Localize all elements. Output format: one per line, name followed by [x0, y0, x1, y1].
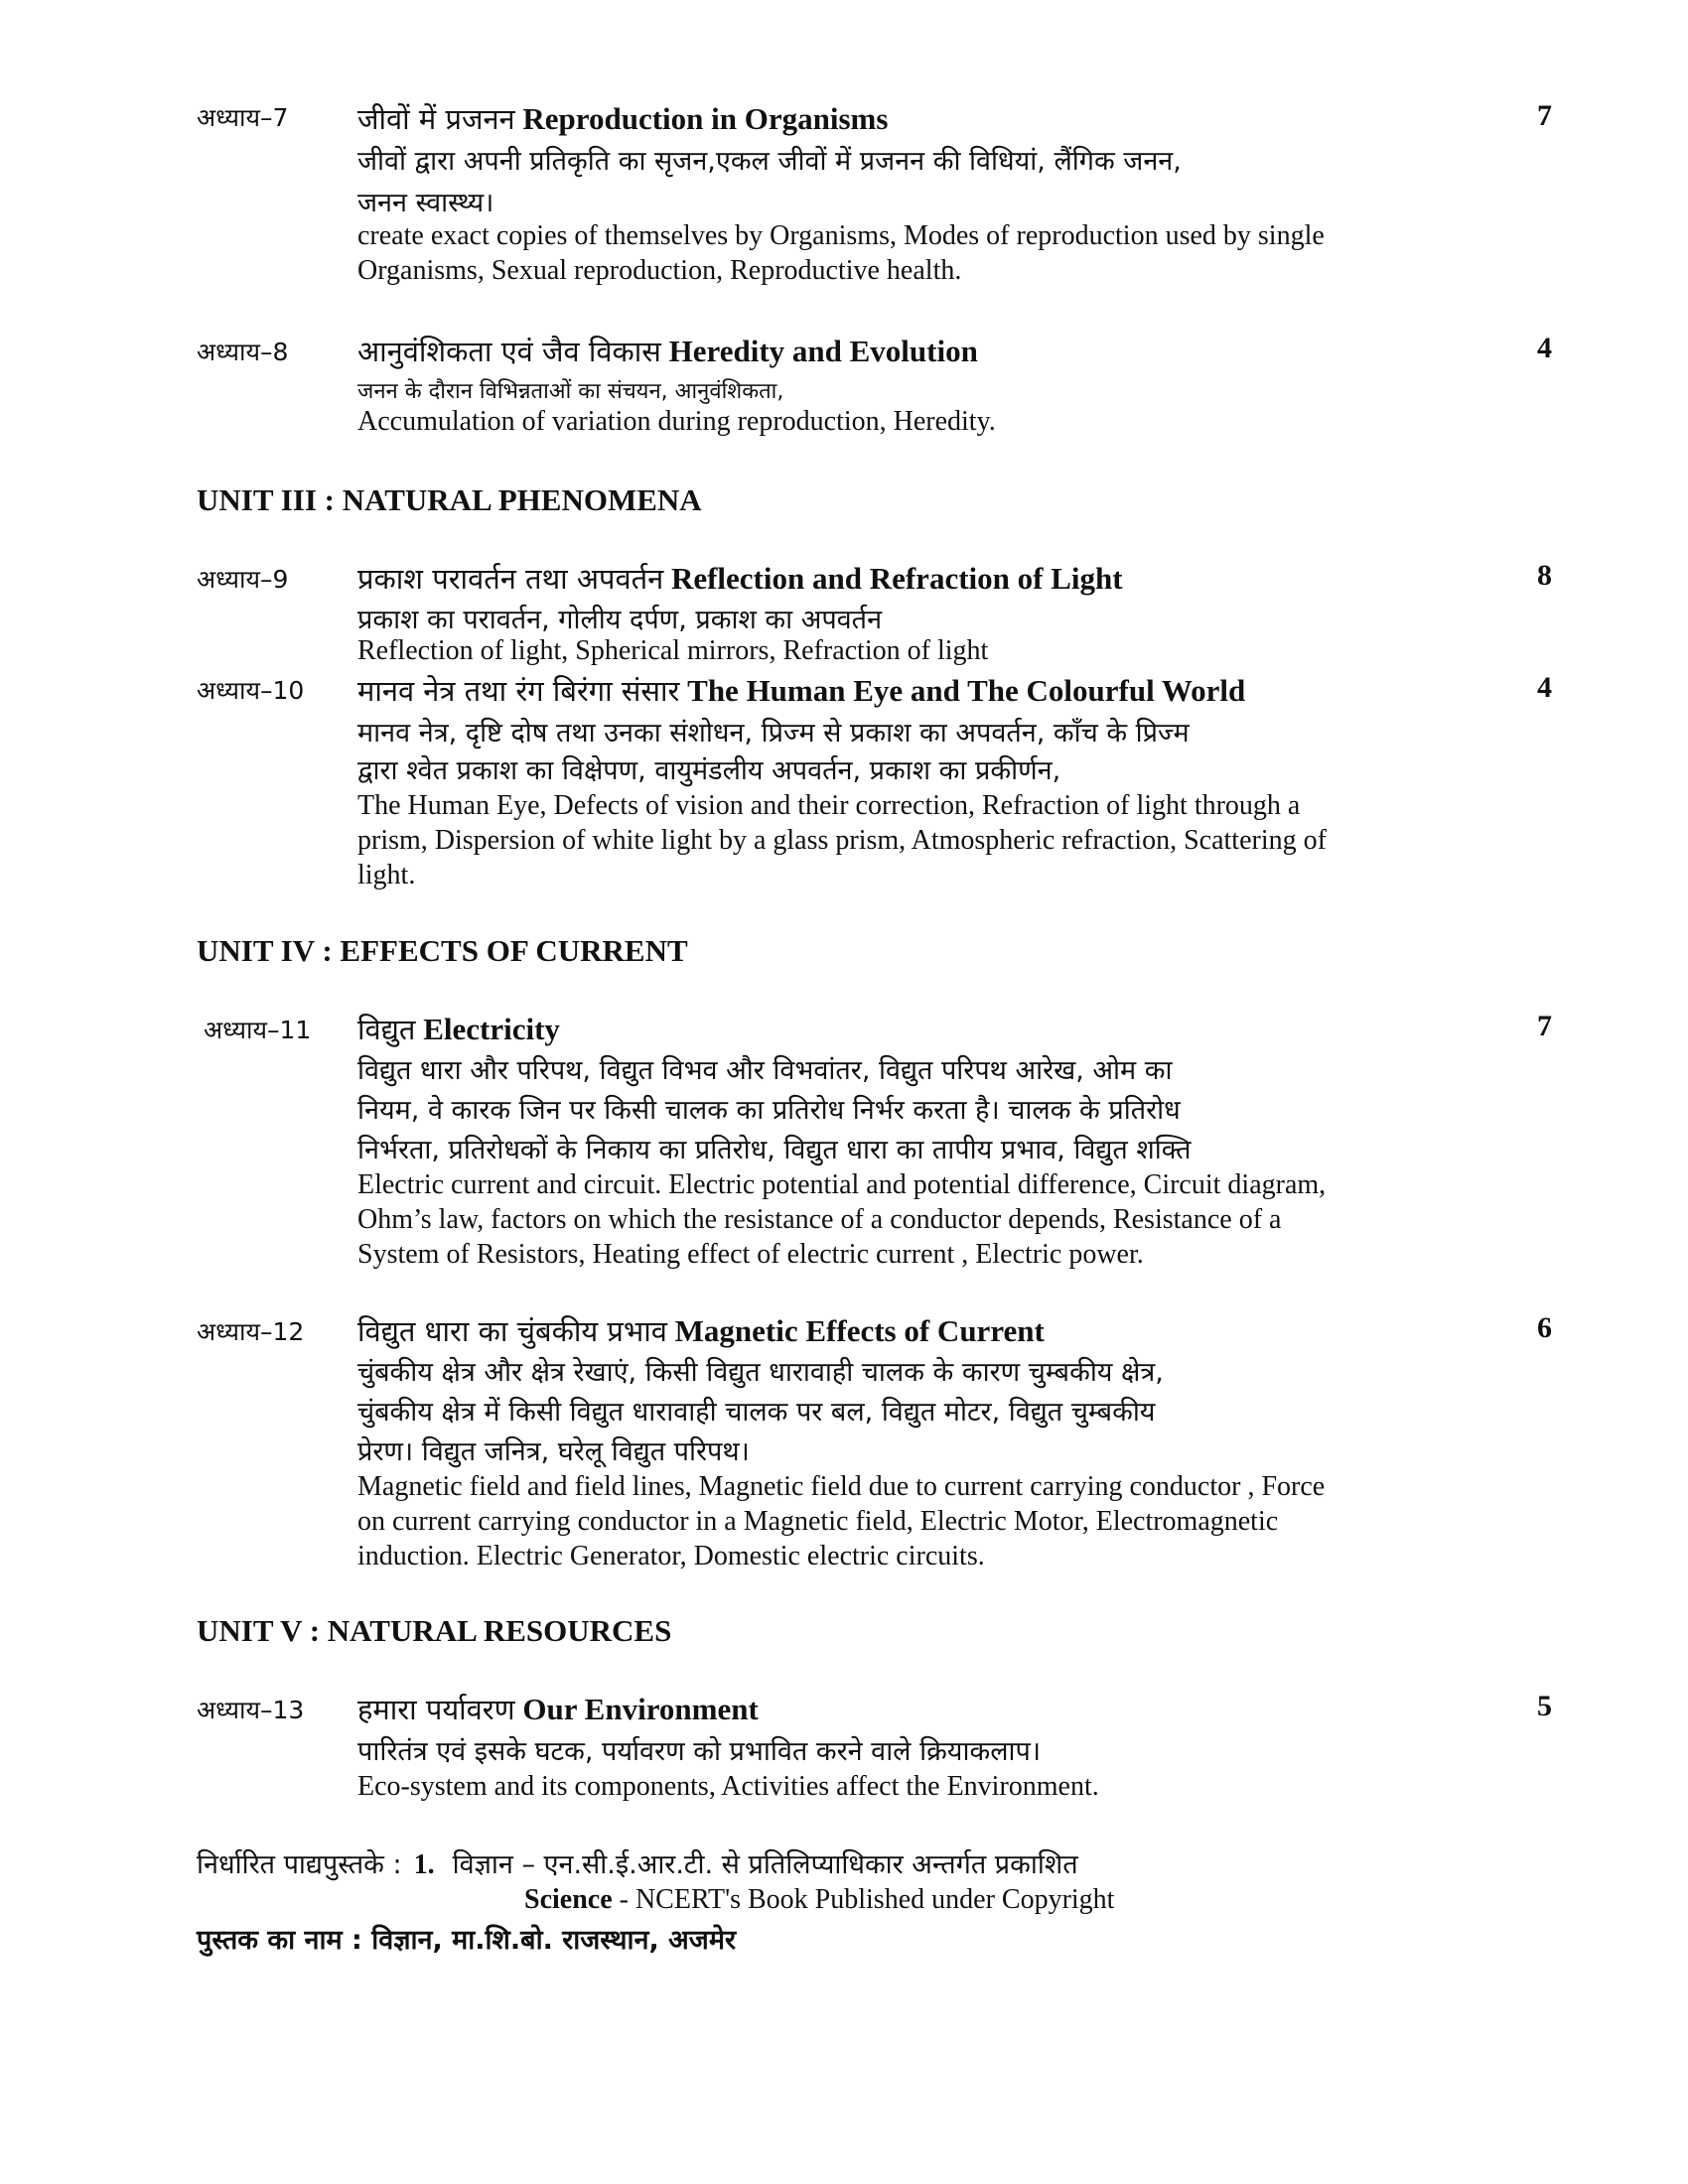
chapter-label: अध्याय–9: [197, 565, 289, 594]
chapter-description-english: create exact copies of themselves by Organisms, Modes of reproduction used by single: [357, 220, 1325, 251]
chapter-label: अध्याय–8: [197, 338, 289, 366]
chapter-title-english: Electricity: [423, 1012, 560, 1046]
chapter-title: [357, 1311, 1045, 1350]
textbook-title-hindi: विज्ञान – एन.सी.ई.आर.टी. से प्रतिलिप्याधिकार अन्तर्गत प्रकाशित: [452, 1849, 1078, 1880]
textbook-number: 1.: [413, 1849, 435, 1880]
chapter-description-english: prism, Dispersion of white light by a glass prism, Atmospheric refraction, Scattering of: [357, 825, 1327, 856]
chapter-title-hindi: आनुवंशिकता एवं जैव विकास: [357, 335, 661, 368]
chapter-title-english: Reproduction in Organisms: [522, 101, 889, 136]
chapter-marks: 8: [1537, 559, 1552, 592]
chapter-title-english: Reflection and Refraction of Light: [670, 561, 1123, 596]
chapter-label: अध्याय–7: [197, 103, 289, 132]
chapter-title-hindi: जीवों में प्रजनन: [357, 102, 515, 136]
chapter-title: [357, 1010, 560, 1048]
chapter-description-hindi: नियम, वे कारक जिन पर किसी चालक का प्रतिरोध निर्भर करता है। चालक के प्रतिरोध: [357, 1095, 1181, 1126]
chapter-description-hindi: द्वारा श्वेत प्रकाश का विक्षेपण, वायुमंडलीय अपवर्तन, प्रकाश का प्रकीर्णन,: [357, 755, 1061, 786]
chapter-title: [357, 332, 978, 370]
chapter-label: अध्याय–13: [197, 1696, 305, 1724]
unit-heading: UNIT V : NATURAL RESOURCES: [197, 1613, 672, 1648]
textbook-english-line: [524, 1884, 1114, 1916]
chapter-marks: 6: [1537, 1311, 1552, 1344]
chapter-description-english: Magnetic field and field lines, Magnetic field due to current carrying conductor , Force: [357, 1471, 1326, 1502]
unit-heading: UNIT IV : EFFECTS OF CURRENT: [197, 933, 688, 968]
chapter-description-hindi: चुंबकीय क्षेत्र और क्षेत्र रेखाएं, किसी विद्युत धारावाही चालक के कारण चुम्बकीय क्षेत्र,: [357, 1357, 1164, 1388]
chapter-description-english: induction. Electric Generator, Domestic electric circuits.: [357, 1541, 985, 1571]
chapter-description-english: light.: [357, 860, 416, 890]
chapter-description-english: Accumulation of variation during reproduction, Heredity.: [357, 406, 996, 437]
chapter-title-hindi: विद्युत धारा का चुंबकीय प्रभाव: [357, 1314, 667, 1348]
chapter-title-english: The Human Eye and The Colourful World: [687, 673, 1246, 708]
chapter-description-english: Reflection of light, Spherical mirrors, Refraction of light: [357, 635, 989, 666]
chapter-title-hindi: प्रकाश परावर्तन तथा अपवर्तन: [357, 562, 664, 596]
chapter-description-hindi: चुंबकीय क्षेत्र में किसी विद्युत धारावाही चालक पर बल, विद्युत मोटर, विद्युत चुम्बकीय: [357, 1397, 1156, 1428]
textbook-science: Science: [524, 1884, 613, 1915]
chapter-marks: 4: [1537, 671, 1552, 704]
chapter-description-hindi: विद्युत धारा और परिपथ, विद्युत विभव और विभवांतर, विद्युत परिपथ आरेख, ओम का: [357, 1055, 1173, 1086]
chapter-label: अध्याय–11: [204, 1016, 312, 1044]
chapter-title-hindi: मानव नेत्र तथा रंग बिरंगा संसार: [357, 674, 680, 708]
chapter-description-hindi: प्रकाश का परावर्तन, गोलीय दर्पण, प्रकाश का अपवर्तन: [357, 605, 883, 635]
chapter-description-english: Eco-system and its components, Activities affect the Environment.: [357, 1771, 1099, 1802]
chapter-marks: 4: [1537, 332, 1552, 364]
chapter-description-hindi: जीवों द्वारा अपनी प्रतिकृति का सृजन,एकल जीवों में प्रजनन की विधियां, लैंगिक जनन,: [357, 146, 1182, 177]
chapter-title-english: Heredity and Evolution: [668, 334, 978, 368]
chapter-title-hindi: विद्युत: [357, 1013, 416, 1046]
chapter-title: [357, 1690, 759, 1728]
chapter-marks: 5: [1537, 1690, 1552, 1722]
textbook-line: [197, 1844, 1078, 1881]
chapter-marks: 7: [1537, 99, 1552, 132]
chapter-description-english: System of Resistors, Heating effect of electric current , Electric power.: [357, 1239, 1144, 1270]
chapter-title: [357, 99, 888, 138]
chapter-title: [357, 671, 1245, 710]
chapter-description-hindi: प्रेरण। विद्युत जनित्र, घरेलू विद्युत परिपथ।: [357, 1436, 750, 1467]
chapter-title-english: Magnetic Effects of Current: [674, 1313, 1045, 1348]
chapter-label: अध्याय–10: [197, 676, 305, 705]
textbook-publisher-note: - NCERT's Book Published under Copyright: [612, 1884, 1115, 1915]
chapter-description-english: Ohm’s law, factors on which the resistance of a conductor depends, Resistance of a: [357, 1204, 1282, 1235]
chapter-label: अध्याय–12: [197, 1317, 305, 1346]
chapter-title-english: Our Environment: [522, 1692, 759, 1726]
chapter-description-hindi: निर्भरता, प्रतिरोधकों के निकाय का प्रतिरोध, विद्युत धारा का तापीय प्रभाव, विद्युत शक्ति: [357, 1135, 1192, 1165]
textbook-prefix: निर्धारित पाद्यपुस्तके :: [197, 1849, 402, 1880]
chapter-description-hindi: जनन स्वास्थ्य।: [357, 188, 494, 218]
chapter-marks: 7: [1537, 1010, 1552, 1042]
unit-heading: UNIT III : NATURAL PHENOMENA: [197, 482, 702, 517]
chapter-title-hindi: हमारा पर्यावरण: [357, 1693, 515, 1726]
chapter-description-hindi: पारितंत्र एवं इसके घटक, पर्यावरण को प्रभावित करने वाले क्रियाकलाप।: [357, 1736, 1042, 1767]
chapter-description-english: Electric current and circuit. Electric potential and potential difference, Circuit diagram,: [357, 1169, 1327, 1200]
chapter-title: [357, 559, 1123, 598]
book-name-line: पुस्तक का नाम : विज्ञान, मा.शि.बो. राजस्थान, अजमेर: [197, 1925, 737, 1956]
chapter-description-hindi: मानव नेत्र, दृष्टि दोष तथा उनका संशोधन, प्रिज्म से प्रकाश का अपवर्तन, काँच के प्रिज्म: [357, 718, 1190, 749]
chapter-description-hindi: जनन के दौरान विभिन्नताओं का संचयन, आनुवंशिकता,: [357, 379, 784, 404]
chapter-description-english: Organisms, Sexual reproduction, Reproductive health.: [357, 255, 962, 286]
chapter-description-english: on current carrying conductor in a Magnetic field, Electric Motor, Electromagnetic: [357, 1506, 1279, 1537]
chapter-description-english: The Human Eye, Defects of vision and their correction, Refraction of light through a: [357, 790, 1301, 821]
